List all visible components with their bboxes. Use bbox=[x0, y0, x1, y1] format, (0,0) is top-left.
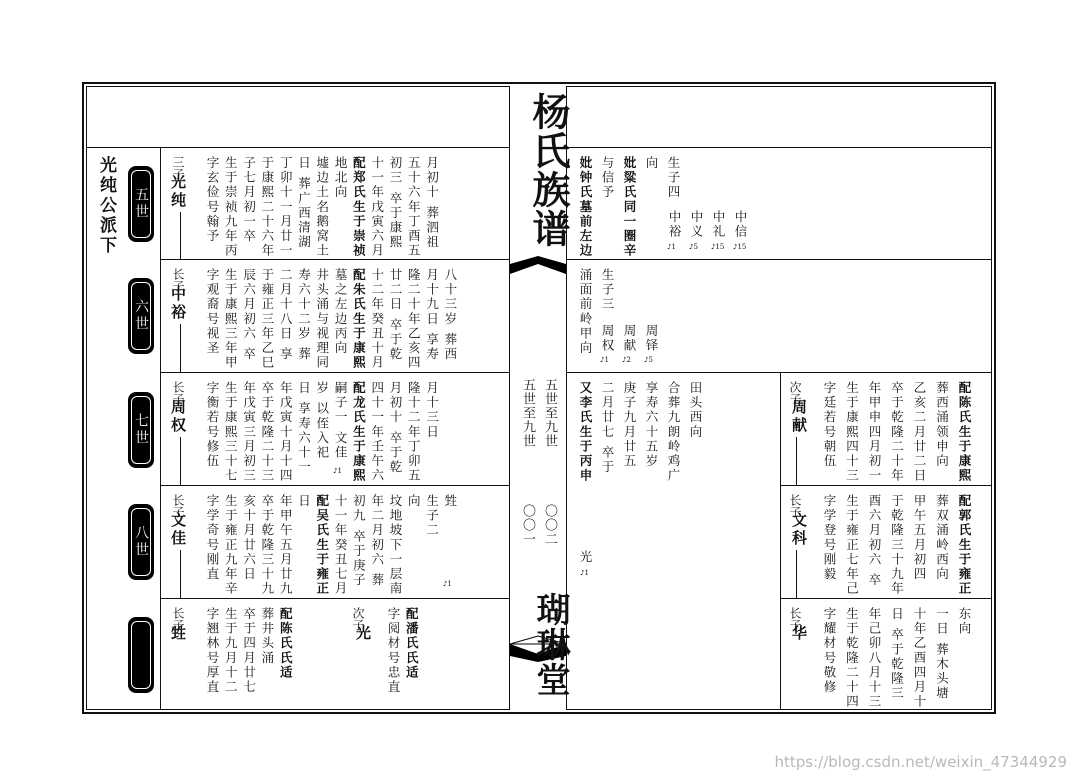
generation-range-right: 五世至九世 bbox=[542, 378, 557, 448]
generation-note: ♪2 bbox=[622, 356, 631, 364]
record-column: 酉六月初六 卒 bbox=[867, 494, 882, 588]
record-column: 字衡若号修伍 bbox=[205, 381, 220, 469]
generation-note: ♪5 bbox=[644, 356, 653, 364]
relation-label: 长子 bbox=[788, 607, 802, 631]
record-column: 庚子九月廿五 bbox=[622, 381, 637, 469]
record-column: 四十一年壬午六 bbox=[369, 381, 385, 484]
relation-label: 长子 bbox=[171, 381, 185, 405]
left-column-line bbox=[160, 147, 161, 710]
record-column: 初三 卒于康熙 bbox=[388, 156, 403, 250]
record-column: 岁 以侄入祀 bbox=[314, 381, 330, 461]
record-column: 丁卯十一月廿一 bbox=[278, 156, 294, 259]
person-name: 文佳 bbox=[169, 512, 187, 548]
record-column: 乙亥二月廿二日 bbox=[912, 381, 927, 484]
record-column: 字翘林号厚直 bbox=[205, 607, 220, 695]
lineage-connector bbox=[180, 437, 181, 485]
record-column: 字耀材号敬修 bbox=[822, 607, 837, 695]
page-number-left: 〇〇一 bbox=[520, 504, 535, 546]
row-divider bbox=[780, 485, 992, 486]
record-column: 生于康熙四十三 bbox=[844, 381, 860, 484]
record-column: 寿六十二岁 葬 bbox=[296, 268, 312, 362]
page-number-right: 〇〇二 bbox=[542, 504, 557, 546]
record-column: 年甲午五月廿九 bbox=[278, 494, 294, 597]
person-name: 周献 bbox=[790, 399, 808, 435]
record-column: 墟边土名鹅窝土 bbox=[314, 156, 330, 259]
record-column: 向 bbox=[644, 156, 659, 171]
record-column: 坟地坡下一层南 bbox=[388, 494, 403, 597]
record-column: 年戊寅十月十四 bbox=[278, 381, 294, 484]
record-column: 月初十 葬泗祖 bbox=[424, 156, 440, 250]
lineage-connector bbox=[180, 324, 181, 372]
record-column: 隆二十年乙亥四 bbox=[406, 268, 422, 371]
person-name: 周权 bbox=[169, 399, 187, 435]
record-column: 生于雍正九年辛 bbox=[223, 494, 239, 597]
record-column: 二月廿七 卒于 bbox=[600, 381, 615, 475]
record-column: 一日 葬木头塘 bbox=[934, 607, 950, 701]
record-column: 生子二 bbox=[424, 494, 440, 538]
record-column: 田头西向 bbox=[688, 381, 703, 440]
record-column: 日 享寿六十一 bbox=[296, 381, 312, 475]
child-name: 中礼 bbox=[711, 210, 726, 240]
record-column: 地北向 bbox=[333, 156, 349, 200]
record-column: 生于康熙三年甲 bbox=[223, 268, 239, 371]
relation-label: 长子 bbox=[788, 494, 802, 518]
record-column: 十一年癸丑七月 bbox=[333, 494, 349, 597]
row-divider bbox=[160, 259, 509, 260]
record-column: 卒于四月廿七 bbox=[241, 607, 257, 695]
lineage-connector bbox=[180, 550, 181, 598]
person-name: 甡 bbox=[169, 625, 187, 643]
right-subpanel-line bbox=[780, 372, 781, 710]
record-column: 向 bbox=[406, 494, 422, 509]
record-column: 字观裔号视圣 bbox=[205, 268, 220, 356]
record-column: 配吴氏生于雍正 bbox=[314, 494, 330, 597]
child-name: 中裕 bbox=[667, 210, 682, 240]
record-column: 日 卒于乾隆三 bbox=[889, 607, 905, 701]
record-column: 生于雍正七年己 bbox=[844, 494, 860, 597]
record-column: 月十三日 bbox=[424, 381, 440, 440]
generation-note: ♪1 bbox=[442, 580, 452, 588]
record-column: 字廷若号朝伍 bbox=[822, 381, 837, 469]
child-name: 周权 bbox=[600, 324, 615, 354]
record-column: 甲午五月初四 bbox=[912, 494, 927, 582]
person-name: 华 bbox=[790, 625, 808, 643]
generation-label: 六世 bbox=[131, 282, 151, 350]
record-column: 十二年癸丑十月 bbox=[369, 268, 385, 371]
record-column: 字学奇号刚直 bbox=[205, 494, 220, 582]
row-divider bbox=[160, 372, 509, 373]
record-column: 生于崇祯九年丙 bbox=[223, 156, 239, 259]
record-column: 廿二日 卒于乾 bbox=[388, 268, 403, 362]
row-divider bbox=[160, 485, 509, 486]
record-column: 隆十二年丁卯五 bbox=[406, 381, 422, 484]
record-column: 妣钟氏墓前左边 bbox=[578, 156, 593, 259]
child-name: 周献 bbox=[622, 324, 637, 354]
hall-name: 瑚琳堂 bbox=[530, 592, 570, 697]
relation-label: 三子 bbox=[171, 156, 185, 180]
record-column: 年戊寅三月初三 bbox=[241, 381, 257, 484]
record-column: 配潘氏氏适 bbox=[404, 607, 420, 680]
record-column: 二月十八日 享 bbox=[278, 268, 294, 362]
record-column: 字玄俭号翰予 bbox=[205, 156, 220, 244]
record-column: 配郑氏生于崇祯 bbox=[351, 156, 367, 259]
generation-label: 七世 bbox=[131, 396, 151, 464]
record-column: 卒于乾隆三十九 bbox=[259, 494, 275, 597]
generation-badge-9 bbox=[128, 617, 154, 693]
row-divider bbox=[160, 598, 509, 599]
generation-badge-7 bbox=[128, 392, 154, 468]
record-column: 葬西涌领申向 bbox=[934, 381, 950, 469]
person-name: 光 bbox=[354, 625, 372, 643]
record-column: 配朱氏生于康熙 bbox=[351, 268, 367, 371]
record-column: 卒于乾隆二十年 bbox=[889, 381, 905, 484]
child-name: 中义 bbox=[689, 210, 704, 240]
record-column: 葬双涌岭西向 bbox=[934, 494, 950, 582]
record-column: 配陈氏生于康熙 bbox=[957, 381, 972, 484]
generation-badge-8 bbox=[128, 504, 154, 580]
record-column: 嗣子一 文佳 bbox=[333, 381, 349, 461]
record-column: 亥十月廿六日 bbox=[241, 494, 257, 582]
person-name: 文科 bbox=[790, 512, 808, 548]
child-name: 中信 bbox=[733, 210, 748, 240]
relation-label: 长子 bbox=[171, 494, 185, 518]
record-column: 十年乙酉四月十 bbox=[912, 607, 927, 710]
watermark: https://blog.csdn.net/weixin_47344929 bbox=[774, 753, 1067, 771]
record-column: 生于康熙三十七 bbox=[223, 381, 239, 484]
generation-note: ♪1 bbox=[667, 243, 676, 251]
record-column: 又李氏生于丙申 bbox=[578, 381, 593, 484]
record-column: 初九 卒于庚子 bbox=[351, 494, 367, 588]
generation-note: ♪15 bbox=[711, 243, 725, 251]
record-column: 于雍正三年乙巳 bbox=[259, 268, 275, 371]
lineage-connector bbox=[796, 550, 797, 598]
generation-note: ♪1 bbox=[333, 467, 343, 475]
record-column: 字学登号刚毅 bbox=[822, 494, 837, 582]
record-column: 配郭氏生于雍正 bbox=[957, 494, 972, 597]
book-title: 杨氏族谱 bbox=[526, 92, 571, 248]
record-column: 妣粱氏同一圈辛 bbox=[622, 156, 637, 259]
record-column: 涌面前岭甲向 bbox=[578, 268, 593, 356]
relation-label: 次子 bbox=[351, 607, 365, 631]
record-column: 生于乾隆二十四 bbox=[844, 607, 860, 710]
record-column: 享寿六十五岁 bbox=[644, 381, 659, 469]
lineage-connector bbox=[180, 212, 181, 260]
book-spine bbox=[509, 86, 571, 710]
generation-range-left: 五世至九世 bbox=[520, 378, 535, 448]
record-column: 配龙氏生于康熙 bbox=[351, 381, 367, 484]
generation-label bbox=[131, 621, 151, 689]
record-column: 甡 bbox=[442, 494, 458, 509]
generation-note: ♪15 bbox=[733, 243, 747, 251]
record-column: 配陈氏氏适 bbox=[278, 607, 294, 680]
record-column: 东向 bbox=[957, 607, 972, 637]
record-column: 于康熙二十六年 bbox=[259, 156, 275, 259]
generation-note: ♪5 bbox=[689, 243, 698, 251]
record-column: 葬井头涌 bbox=[259, 607, 275, 666]
child-name: 光 bbox=[578, 550, 593, 565]
relation-label: 长子 bbox=[171, 607, 185, 631]
record-column: 日 葬广西清湖 bbox=[296, 156, 312, 250]
section-title: 光纯公派下 bbox=[96, 156, 116, 256]
record-column: 年甲申四月初一 bbox=[867, 381, 882, 484]
record-column: 年己卯八月十三 bbox=[867, 607, 882, 710]
record-column: 月十九日 享寿 bbox=[424, 268, 440, 362]
record-column: 五十六年丁酉五 bbox=[406, 156, 422, 259]
row-divider bbox=[567, 259, 992, 260]
generation-label: 五世 bbox=[131, 170, 151, 238]
record-column: 生子三 bbox=[600, 268, 615, 312]
row-divider bbox=[780, 598, 992, 599]
record-column: 年二月初六 葬 bbox=[369, 494, 385, 588]
record-column: 于乾隆三十九年 bbox=[889, 494, 905, 597]
relation-label: 长子 bbox=[171, 268, 185, 292]
record-column: 字阅材号忠直 bbox=[386, 607, 401, 695]
person-name: 中裕 bbox=[169, 286, 187, 322]
record-column: 生子四 bbox=[666, 156, 681, 200]
record-column: 墓之左边丙向 bbox=[333, 268, 349, 356]
record-column: 生于九月十二 bbox=[223, 607, 239, 695]
generation-label: 八世 bbox=[131, 508, 151, 576]
relation-label: 次子 bbox=[788, 381, 802, 405]
record-column: 辰六月初六 卒 bbox=[241, 268, 257, 362]
record-column: 与信予 bbox=[600, 156, 615, 200]
person-name: 光纯 bbox=[169, 174, 187, 210]
record-column: 井头涌与视理同 bbox=[314, 268, 330, 371]
record-column: 子七月初一卒 bbox=[241, 156, 257, 244]
generation-badge-5 bbox=[128, 166, 154, 242]
lineage-connector bbox=[796, 437, 797, 485]
record-column: 日 bbox=[296, 494, 312, 509]
record-column: 月初十 卒于乾 bbox=[388, 381, 403, 475]
generation-note: ♪1 bbox=[600, 356, 609, 364]
record-column: 卒于乾隆二十三 bbox=[259, 381, 275, 484]
generation-note: ♪1 bbox=[580, 569, 589, 577]
record-column: 八十三岁 葬西 bbox=[442, 268, 458, 362]
generation-badge-6 bbox=[128, 278, 154, 354]
record-column: 合葬九朗岭鸡广 bbox=[666, 381, 681, 484]
child-name: 周铎 bbox=[644, 324, 659, 354]
record-column: 十一年戊寅六月 bbox=[369, 156, 385, 259]
